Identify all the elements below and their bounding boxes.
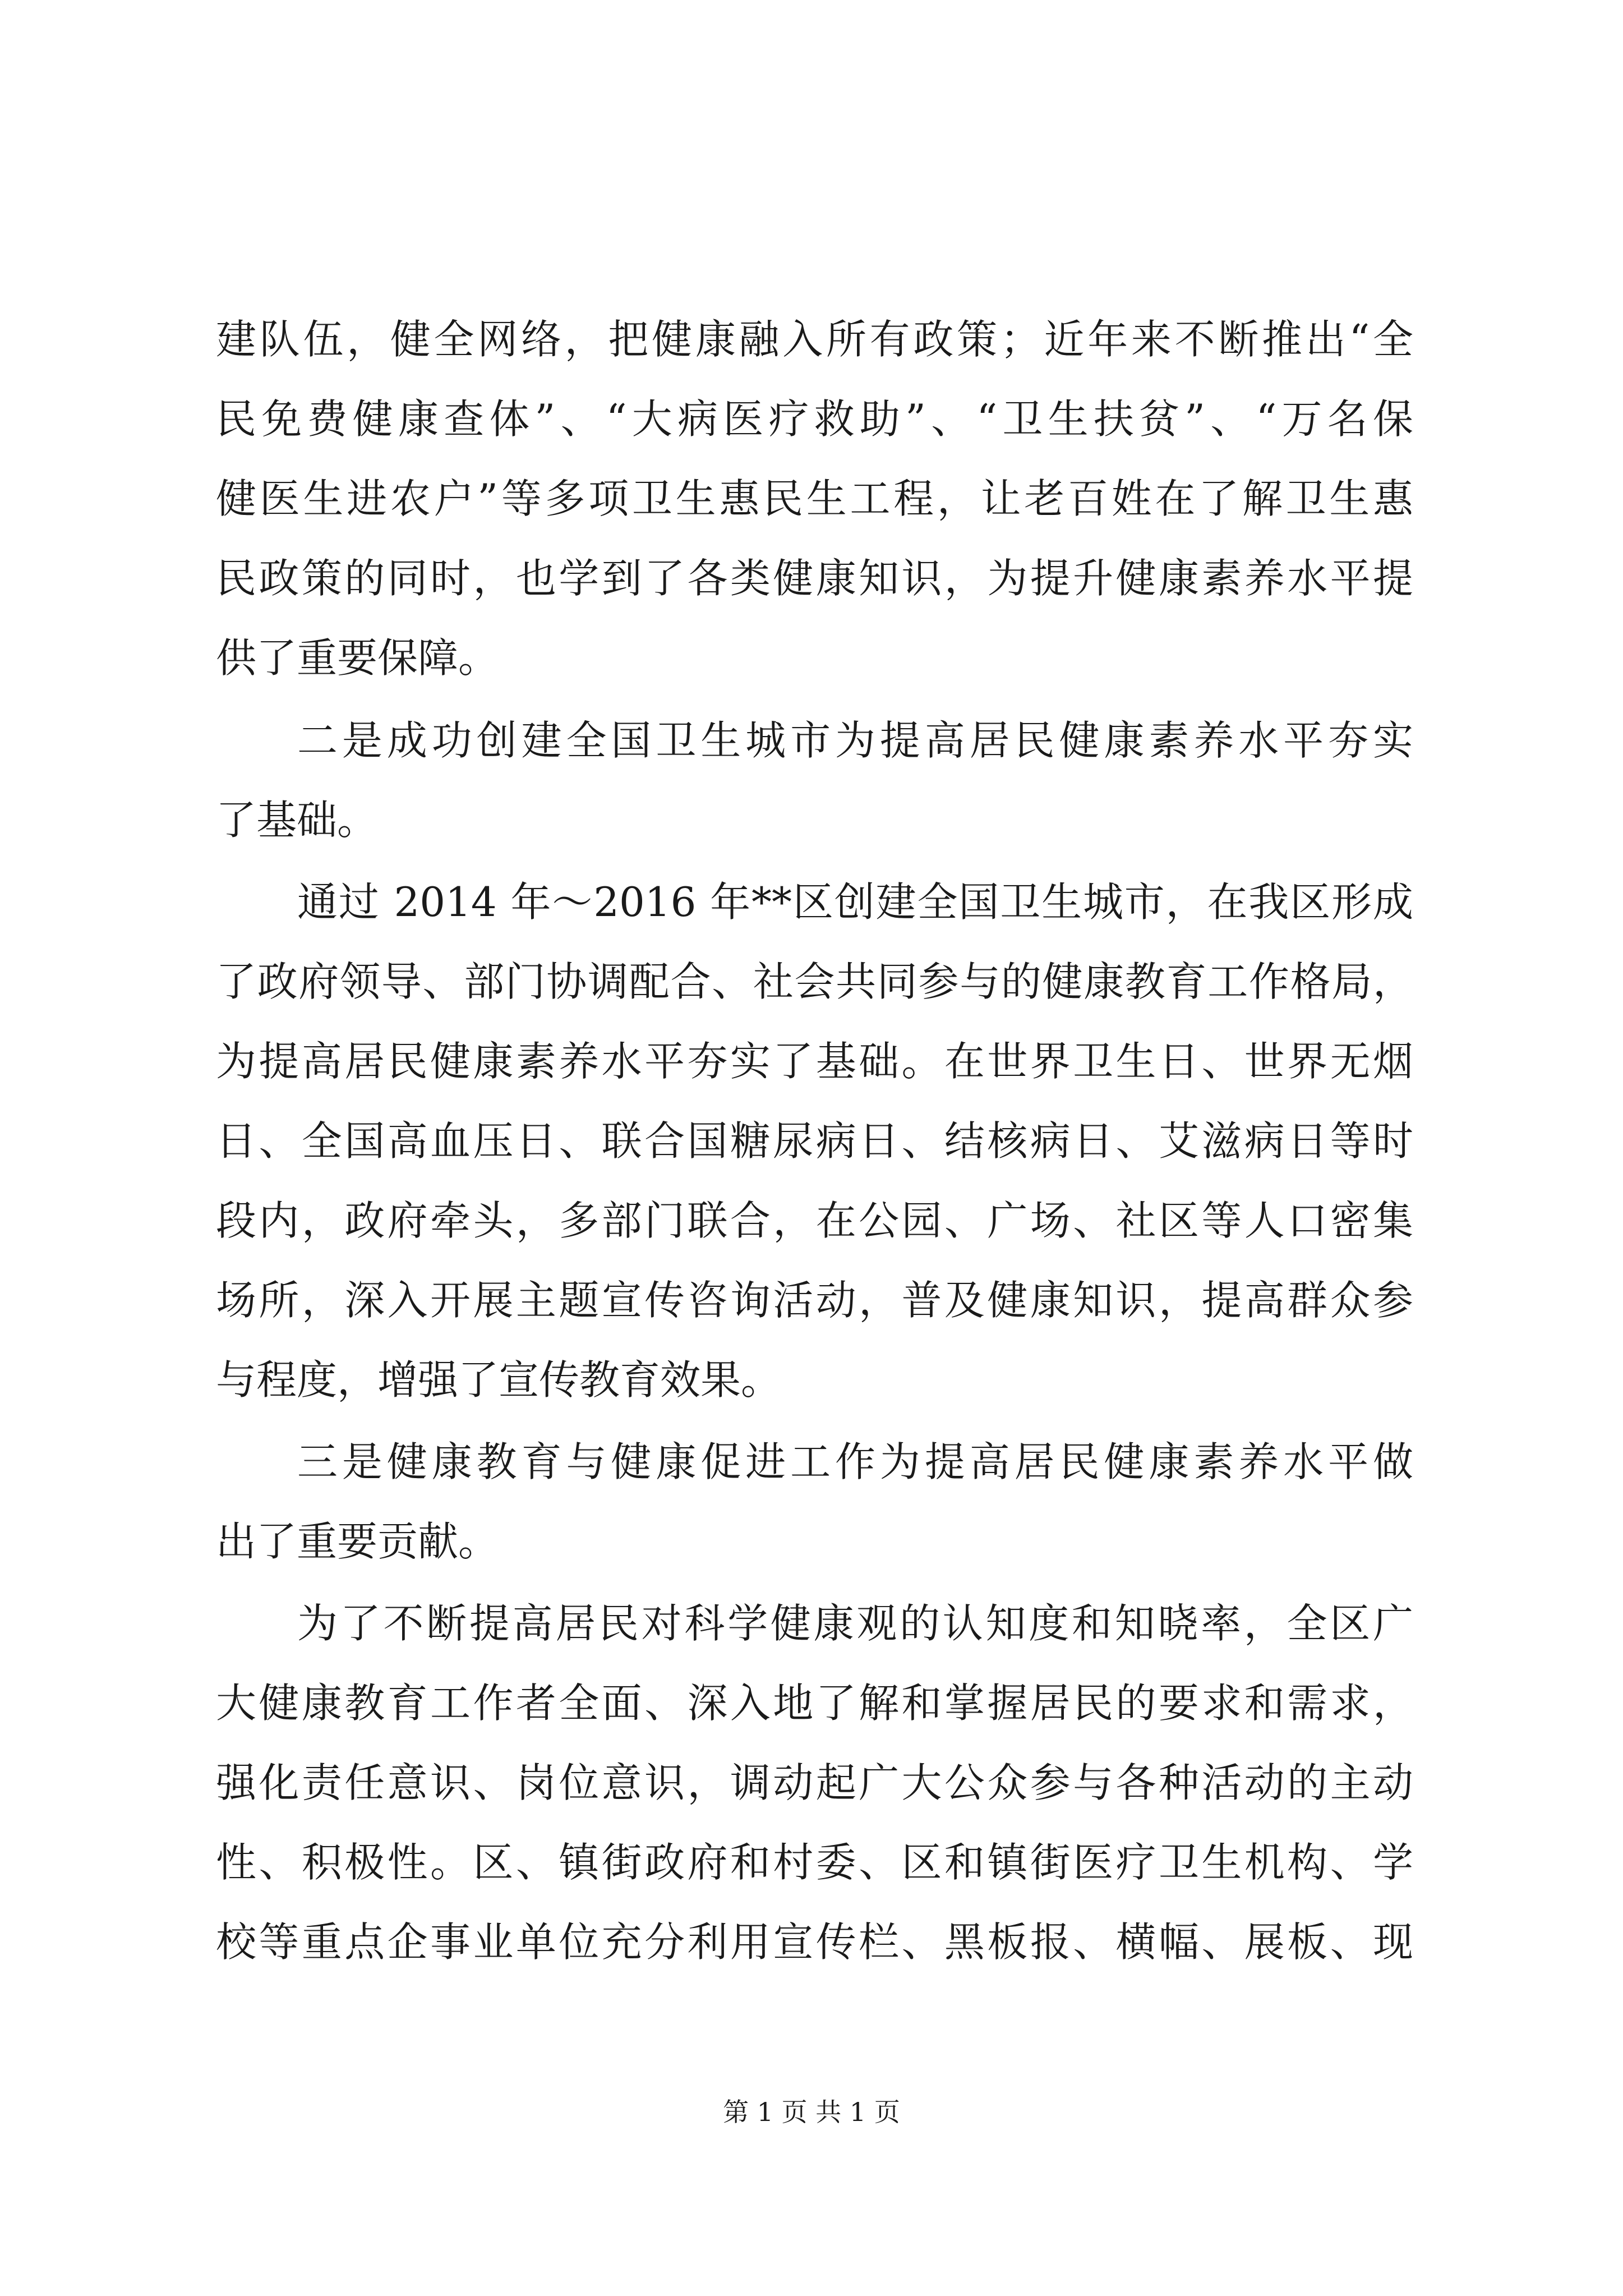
section-heading-line: 三是健康教育与健康促进工作为提高居民健康素养水平做	[297, 1438, 1413, 1485]
body-text-line: 性、积极性。区、镇街政府和村委、区和镇街医疗卫生机构、学	[216, 1839, 1413, 1886]
body-text-line: 为了不断提高居民对科学健康观的认知度和知晓率，全区广	[297, 1600, 1413, 1647]
body-text-line: 建队伍，健全网络，把健康融入所有政策；近年来不断推出“全	[216, 316, 1413, 363]
body-text-line: 与程度，增强了宣传教育效果。	[216, 1356, 782, 1404]
body-text-line: 校等重点企事业单位充分利用宣传栏、黑板报、横幅、展板、现	[216, 1918, 1413, 1966]
section-heading-line: 了基础。	[216, 797, 378, 844]
body-text-line: 健医生进农户”等多项卫生惠民生工程，让老百姓在了解卫生惠	[216, 475, 1413, 522]
body-text-line: 场所，深入开展主题宣传咨询活动，普及健康知识，提高群众参	[216, 1277, 1413, 1324]
body-text-line: 日、全国高血压日、联合国糖尿病日、结核病日、艾滋病日等时	[216, 1117, 1413, 1165]
section-heading-line: 二是成功创建全国卫生城市为提高居民健康素养水平夯实	[297, 717, 1413, 764]
section-heading-line: 出了重要贡献。	[216, 1518, 499, 1565]
page-footer: 第 1 页 共 1 页	[723, 2097, 900, 2127]
body-text-line: 为提高居民健康素养水平夯实了基础。在世界卫生日、世界无烟	[216, 1038, 1413, 1085]
body-text-line: 民政策的同时，也学到了各类健康知识，为提升健康素养水平提	[216, 555, 1413, 602]
body-text-line: 大健康教育工作者全面、深入地了解和掌握居民的要求和需求，	[216, 1680, 1413, 1727]
body-text-line: 强化责任意识、岗位意识，调动起广大公众参与各种活动的主动	[216, 1759, 1413, 1806]
body-text-line: 段内，政府牵头，多部门联合，在公园、广场、社区等人口密集	[216, 1197, 1413, 1244]
body-text-line: 供了重要保障。	[216, 634, 499, 682]
body-text-line: 了政府领导、部门协调配合、社会共同参与的健康教育工作格局，	[216, 958, 1413, 1005]
body-text-line: 民免费健康查体”、“大病医疗救助”、“卫生扶贫”、“万名保	[216, 395, 1413, 443]
body-text-line: 通过 2014 年～2016 年**区创建全国卫生城市，在我区形成	[297, 878, 1413, 926]
